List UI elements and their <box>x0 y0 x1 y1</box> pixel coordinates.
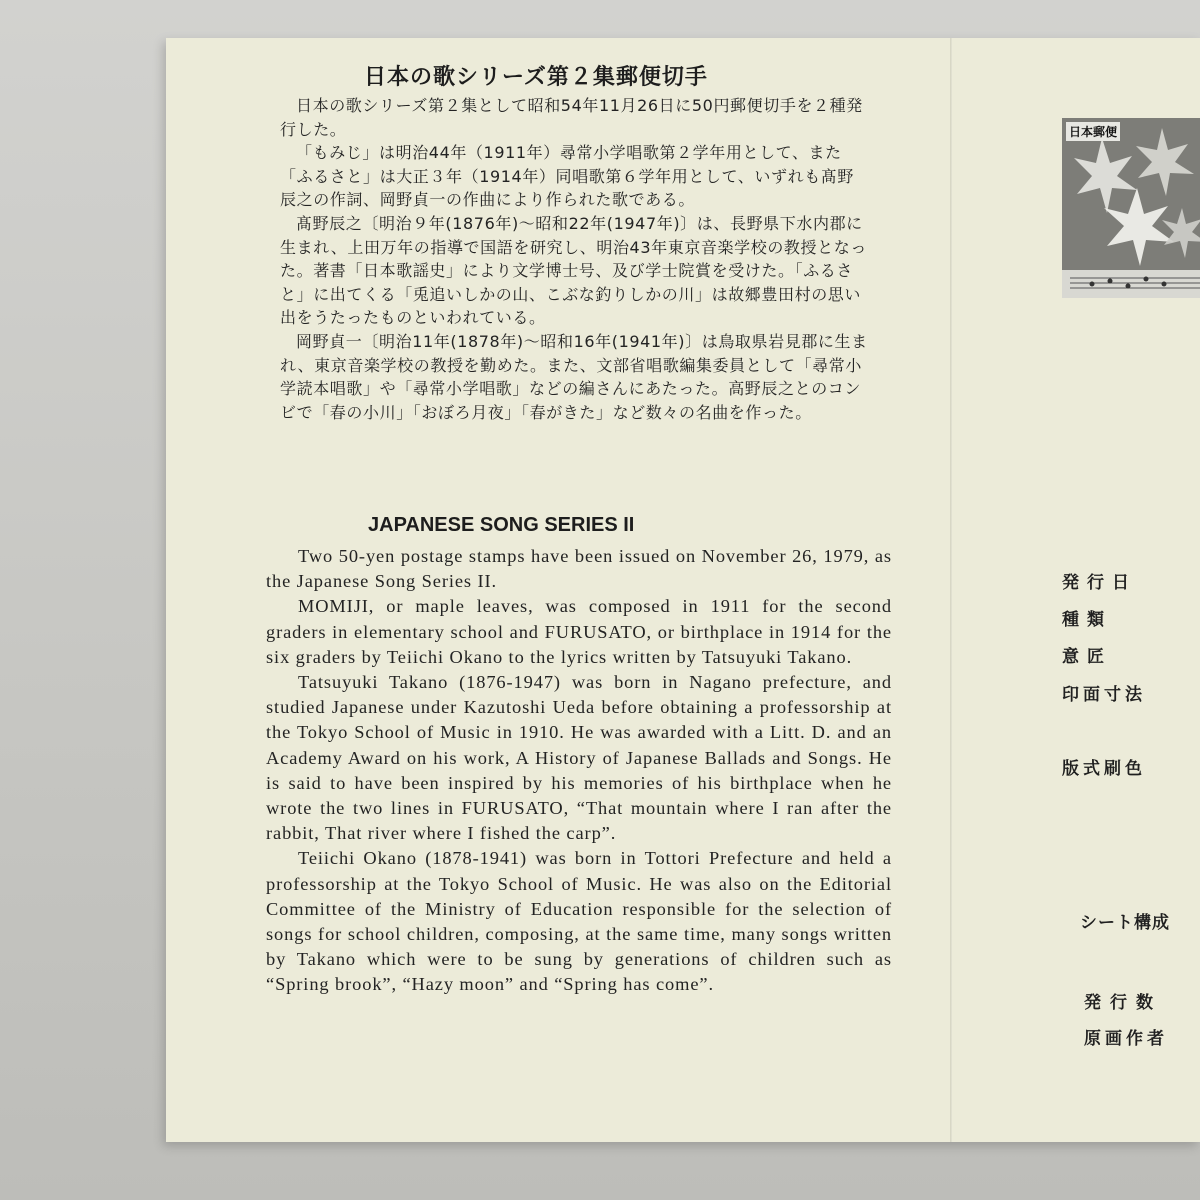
spec-type-label: 種類 <box>1062 610 1112 630</box>
paper-fold <box>950 38 952 1142</box>
spec-quantity-label: 発行数 <box>1084 993 1162 1013</box>
momiji-stamp <box>1062 118 1200 298</box>
stamp-leaflet <box>166 38 1200 1142</box>
english-body <box>266 544 892 998</box>
japanese-paragraph-4: 岡野貞一〔明治11年(1878年)～昭和16年(1941年)〕は鳥取県岩見郡に生まれ、東京音楽学校の教授を勤めた。また、文部省唱歌編集委員として「尋常小学読本唱歌」や「尋常小学唱歌」などの編さんにあたった。高野辰之とのコンビで「春の小川」「おぼろ月夜」「春がきた」など数々の名曲を作った。 <box>280 331 868 422</box>
english-paragraph-3: Tatsuyuki Takano (1876-1947) was born in Nagano prefecture, and studied Japanese under Kazutoshi Ueda before obtaining a professorship at the Tokyo School of Music in 1910. He was awarded with a Litt. D. and an Academy Award on his work, A History of Japanese Ballads and Songs. He is said to have been inspired by his memories of his birthplace when he wrote the two lines in FURUSATO, “That mountain where I ran after the rabbit, That river where I fished the carp”. <box>266 672 892 844</box>
spec-artist-label: 原画作者 <box>1084 1029 1168 1049</box>
japanese-paragraph-3: 髙野辰之〔明治９年(1876年)～昭和22年(1947年)〕は、長野県下水内郡に生まれ、上田万年の指導で国語を研究し、明治43年東京音楽学校の教授となった。著書「日本歌謡史」により文学博士号、及び学士院賞を受けた。「ふるさと」に出てくる「兎追いしかの山、こぶな釣りしかの川」は故郷豊田村の思い出をうたったものといわれている。 <box>280 213 867 328</box>
maple-leaves-icon <box>1062 118 1200 298</box>
japanese-body <box>280 94 870 424</box>
japanese-paragraph-2: 「もみじ」は明治44年（1911年）尋常小学唱歌第２学年用として、また「ふるさと」は大正３年（1914年）同唱歌第６学年用として、いずれも髙野辰之の作詞、岡野貞一の作曲により作られた歌である。 <box>280 143 854 210</box>
japanese-paragraph-1: 日本の歌シリーズ第２集として昭和54年11月26日に50円郵便切手を２種発行した。 <box>280 96 863 139</box>
stamp-label: 日本郵便 <box>1066 122 1120 141</box>
spec-issue-date-label: 発行日 <box>1062 573 1137 593</box>
spec-printing-label: 版式刷色 <box>1062 759 1146 779</box>
english-paragraph-1: Two 50-yen postage stamps have been issued on November 26, 1979, as the Japanese Song Series II. <box>266 546 892 592</box>
spec-design-label: 意匠 <box>1062 647 1112 667</box>
english-paragraph-4: Teiichi Okano (1878-1941) was born in Tottori Prefecture and held a professorship at the Tokyo School of Music. He was also on the Editorial Committee of the Ministry of Education responsible for the selection of songs for school children, composing, at the same time, many songs written by Takano which were to be sung by generations of children such as “Spring brook”, “Hazy moon” and “Spring has come”. <box>266 848 892 995</box>
japanese-title: 日本の歌シリーズ第２集郵便切手 <box>364 65 708 90</box>
english-paragraph-2: MOMIJI, or maple leaves, was composed in 1911 for the second graders in elementary school and FURUSATO, or birthplace in 1914 for the six graders by Teiichi Okano to the lyrics written by Tatsuyuki Takano. <box>266 596 892 667</box>
english-title: JAPANESE SONG SERIES II <box>368 514 635 536</box>
spec-size-label: 印面寸法 <box>1062 685 1146 705</box>
spec-sheet-label: シート構成 <box>1080 913 1170 933</box>
